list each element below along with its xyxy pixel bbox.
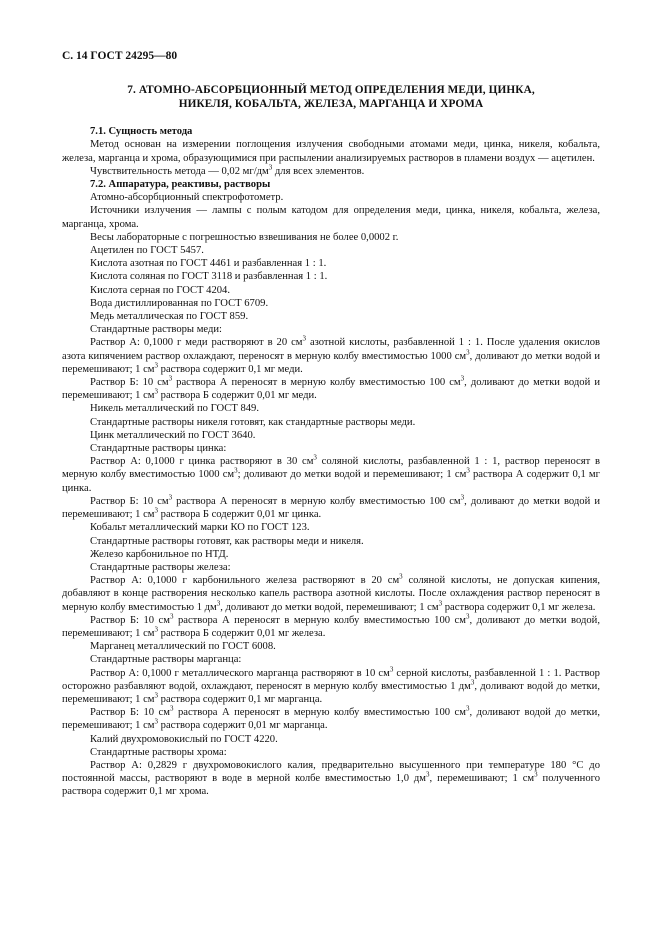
document-page [62, 50, 600, 799]
paragraph: Кобальт металлический марки КО по ГОСТ 123. [90, 522, 310, 534]
section-title [62, 83, 600, 111]
paragraph: Стандартные растворы марганца: [90, 654, 242, 666]
paragraph: Кислота серная по ГОСТ 4204. [90, 284, 230, 296]
subsection-body-7-2 [62, 191, 600, 798]
page-header: С. 14 ГОСТ 24295—80 [62, 50, 178, 62]
paragraph: Стандартные растворы цинка: [90, 443, 227, 455]
paragraph: Раствор Б: 10 $см^3$ раствора А переносят в мерную колбу вместимостью 100 $см^3$, доливают до метки водой, перемешивают; 1 $см^3$ раствора Б содержит 0,01 мг железа. [62, 612, 600, 639]
paragraph: Стандартные растворы меди: [90, 324, 222, 336]
paragraph: Раствор Б: 10 $см^3$ раствора А переносят в мерную колбу вместимостью 100 $см^3$, доливают водой до метки, перемешивают; 1 $см^3$ раствора содержит 0,01 мг марганца. [62, 704, 600, 732]
paragraph: Раствор А: 0,1000 г цинка растворяют в 30 $см^3$ соляной кислоты, разбавленной 1 : 1, раствор переносят в мерную колбу вместимостью 1000 $см^3$; доливают до метки водой и перемешивают; 1 $см^3$ раствора А содержит 0,1 мг цинка. [62, 453, 600, 494]
paragraph: Чувствительность метода — 0,02 $мг/дм^3$ для всех элементов. [90, 163, 365, 177]
paragraph: Калий двухромовокислый по ГОСТ 4220. [90, 733, 278, 745]
paragraph: Весы лабораторные с погрешностью взвешивания не более 0,0002 г. [90, 231, 399, 243]
paragraph: Марганец металлический по ГОСТ 6008. [90, 641, 276, 653]
paragraph: Источники излучения — лампы с полым катодом для определения меди, цинка, никеля, кобальта, железа, марганца, хрома. [62, 205, 600, 230]
paragraph: Кислота соляная по ГОСТ 3118 и разбавленная 1 : 1. [90, 271, 328, 283]
paragraph: Железо карбонильное по НТД. [90, 548, 229, 560]
paragraph: Кислота азотная по ГОСТ 4461 и разбавленная 1 : 1. [90, 258, 327, 270]
paragraph: Раствор А: 0,1000 г меди растворяют в 20 $см^3$ азотной кислоты, разбавленной 1 : 1. После удаления окислов азота кипячением раствор охлаждают, переносят в мерную колбу вместимостью 1000 $см^3$, доливают до метки водой и перемешивают; 1 $см^3$ раствора содержит 0,1 мг меди. [62, 334, 600, 375]
paragraph: Ацетилен по ГОСТ 5457. [90, 245, 204, 257]
section-title-line-1: 7. АТОМНО-АБСОРБЦИОННЫЙ МЕТОД ОПРЕДЕЛЕНИЯ МЕДИ, ЦИНКА, [127, 84, 535, 97]
paragraph: Раствор Б: 10 $см^3$ раствора А переносят в мерную колбу вместимостью 100 $см^3$, доливают до метки водой и перемешивают; 1 $см^3$ раствора Б содержит 0,01 мг цинка. [62, 493, 600, 521]
paragraph: Никель металлический по ГОСТ 849. [90, 403, 259, 415]
paragraph: Цинк металлический по ГОСТ 3640. [90, 429, 256, 441]
paragraph: Вода дистиллированная по ГОСТ 6709. [90, 297, 269, 309]
paragraph: Раствор А: 0,1000 г карбонильного железа растворяют в 20 $см^3$ соляной кислоты, не допуская кипения, добавляют в конце растворения несколько капель раствора азотной кислоты. После охлаждения раствор переносят в мерную колбу вместимостью 1 $дм^3$, доливают до метки водой, перемешивают; 1 $см^3$ раствора содержит 0,1 мг железа. [62, 572, 600, 613]
subsection-title-7-1: 7.1. Сущность метода [90, 126, 193, 138]
paragraph: Стандартные растворы хрома: [90, 746, 227, 758]
paragraph: Раствор Б: 10 $см^3$ раствора А переносят в мерную колбу вместимостью 100 $см^3$, доливают до метки водой и перемешивают; 1 $см^3$ раствора Б содержит 0,01 мг меди. [62, 374, 600, 402]
paragraph: Атомно-абсорбционный спектрофотометр. [90, 192, 284, 204]
section-title-line-2: НИКЕЛЯ, КОБАЛЬТА, ЖЕЛЕЗА, МАРГАНЦА И ХРОМА [178, 98, 484, 111]
paragraph: Стандартные растворы железа: [90, 561, 231, 573]
paragraph: Стандартные растворы готовят, как растворы меди и никеля. [90, 535, 364, 547]
paragraph: Медь металлическая по ГОСТ 859. [90, 311, 249, 323]
paragraph: Метод основан на измерении поглощения излучения свободными атомами меди, цинка, никеля, кобальта, железа, марганца и хрома, образующимися при распылении анализируемых растворов в пламени воздух — ацетилен. [62, 139, 600, 164]
paragraph: Стандартные растворы никеля готовят, как стандартные растворы меди. [90, 416, 416, 428]
paragraph: Раствор А: 0,2829 г двухромовокислого калия, предварительно высушенного при температуре 180 °С до постоянной массы, растворяют в воде в мерной колбе вместимостью 1,0 $дм^3$, перемешивают; 1 $см^3$ полученного раствора содержит 0,1 мг хрома. [62, 759, 601, 798]
paragraph: Раствор А: 0,1000 г металлического марганца растворяют в 10 $см^3$ серной кислоты, разбавленной 1 : 1. Раствор осторожно разбавляют водой, охлаждают, переносят в мерную колбу вместимостью 1 $дм^3$, доливают водой до метки, перемешивают; 1 $см^3$ раствора содержит 0,1 мг марганца. [62, 665, 600, 705]
subsection-title-7-2: 7.2. Аппаратура, реактивы, растворы [90, 179, 271, 191]
